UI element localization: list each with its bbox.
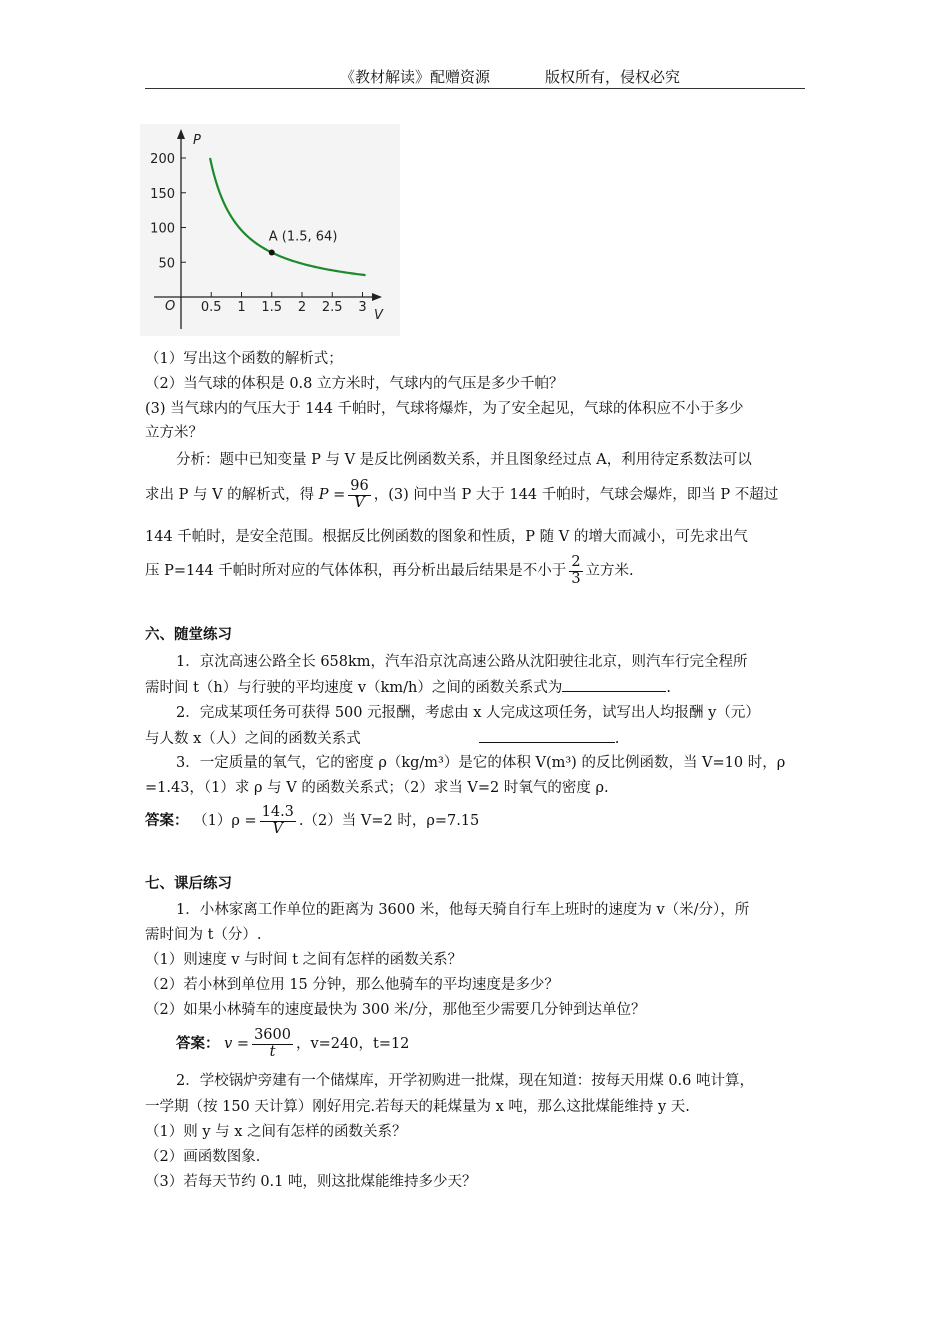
x-tick-label: 2.5 [321, 300, 343, 315]
y-tick-label: 150 [150, 186, 175, 202]
s7-answer-label: 答案： [176, 1036, 220, 1052]
question-2: （2）当气球的体积是 0.8 立方米时，气球内的气压是多少千帕？ [145, 376, 564, 392]
point-a-marker [269, 250, 275, 256]
x-tick-label: 0.5 [200, 300, 222, 315]
fraction-numerator: 3600 [254, 1027, 291, 1044]
x-tick-label: 1 [237, 300, 246, 315]
header-book-title: 《教材解读》配赠资源 [340, 68, 491, 86]
fraction-3600-over-t [252, 1028, 293, 1059]
s7-problem-2-q3: （3）若每天节约 0.1 吨，则这批煤能维持多少天？ [145, 1174, 477, 1190]
analysis-line4-text-b: 立方米. [585, 563, 634, 579]
s6-problem-2-line1: 2．完成某项任务可获得 500 元报酬，考虑由 x 人完成这项任务，试写出人均报酬 y（元） [176, 705, 760, 721]
s7-problem-2-q2: （2）画函数图象. [145, 1149, 261, 1165]
s7-problem-2-line2: 一学期（按 150 天计算）刚好用完.若每天的耗煤量为 x 吨，那么这批煤能维持 y 天. [145, 1099, 690, 1115]
y-tick-label: 100 [150, 221, 175, 237]
analysis-line2-text-b: ，(3) 问中当 P 大于 144 千帕时，气球会爆炸，即当 P 不超过 [373, 487, 779, 503]
s6-problem-1-text: 需时间 t（h）与行驶的平均速度 v（km/h）之间的函数关系式为 [145, 680, 563, 696]
s6-problem-3-line2: =1.43，（1）求 ρ 与 V 的函数关系式；（2）求当 V=2 时氧气的密度 ρ. [145, 780, 609, 796]
analysis-line4 [145, 552, 634, 590]
s7-answer [176, 1023, 409, 1065]
y-axis-label: P [193, 133, 201, 148]
s6-answer-part2: .（2）当 V=2 时，ρ=7.15 [298, 813, 480, 829]
fraction-14-3-over-v [260, 805, 296, 836]
analysis-line2 [145, 476, 778, 514]
s7-problem-2-q1: （1）则 y 与 x 之间有怎样的函数关系？ [145, 1124, 407, 1140]
fraction-denominator: t [269, 1043, 276, 1060]
analysis-line2-text-a: 求出 P 与 V 的解析式，得 [145, 487, 315, 503]
s7-problem-1-line2: 需时间为 t（分）. [145, 927, 262, 943]
fraction-96-over-v [348, 479, 370, 510]
y-tick-label: 50 [158, 256, 175, 272]
fraction-numerator: 14.3 [261, 804, 294, 821]
fraction-2-over-3 [569, 555, 582, 586]
s6-problem-1-end: . [666, 680, 671, 696]
analysis-line3: 144 千帕时，是安全范围。根据反比例函数的图象和性质，P 随 V 的增大而减小，可先求出气 [145, 529, 748, 545]
y-tick-label: 200 [150, 152, 175, 167]
s7-problem-1-q1: （1）则速度 v 与时间 t 之间有怎样的函数关系？ [145, 952, 463, 968]
analysis-line4-text-a: 压 P=144 千帕时所对应的气体体积，再分析出最后结果是不小于 [145, 563, 567, 579]
x-tick-label: 2 [297, 300, 307, 315]
question-1: （1）写出这个函数的解析式； [145, 351, 343, 367]
s7-answer-lhs: v = [224, 1036, 250, 1052]
fraction-denominator: 3 [571, 570, 581, 587]
s6-problem-1-line1: 1．京沈高速公路全长 658km，汽车沿京沈高速公路从沈阳驶往北京，则汽车行完全程所 [176, 654, 748, 670]
answer-blank[interactable] [562, 677, 666, 692]
x-tick-label: 3 [358, 300, 367, 315]
point-a-label: A (1.5, 64) [268, 229, 338, 245]
s7-problem-2-line1: 2．学校锅炉旁建有一个储煤库，开学初购进一批煤，现在知道：按每天用煤 0.6 吨计算， [176, 1073, 754, 1089]
pressure-volume-chart [140, 124, 400, 336]
s6-answer-label: 答案： [145, 813, 189, 829]
s6-answer [145, 801, 479, 841]
origin-label: O [165, 299, 176, 314]
fraction-denominator: V [272, 820, 284, 837]
analysis-formula-lhs: P = [318, 487, 346, 503]
x-tick-label: 1.5 [261, 300, 283, 315]
analysis-line1: 分析：题中已知变量 P 与 V 是反比例函数关系，并且图象经过点 A，利用待定系数法可以 [176, 452, 752, 468]
s6-problem-3-line1: 3．一定质量的氧气，它的密度 ρ（kg/m³）是它的体积 V(m³) 的反比例函数，当 V=10 时，ρ [176, 755, 786, 771]
s6-problem-2-end: . [614, 731, 620, 747]
fraction-denominator: V [354, 494, 365, 511]
header-copyright: 版权所有，侵权必究 [545, 68, 681, 86]
s6-problem-2-text: 与人数 x（人）之间的函数关系式 [145, 731, 361, 747]
answer-blank[interactable] [479, 728, 615, 743]
x-axis-label: V [374, 308, 383, 323]
s6-answer-part1: （1）ρ = [193, 813, 257, 829]
question-3-line2: 立方米？ [145, 425, 203, 441]
fraction-numerator: 96 [350, 478, 369, 495]
s6-problem-1-line2 [145, 677, 671, 698]
s7-answer-rest: ，v=240，t=12 [295, 1036, 410, 1052]
s7-problem-1-q2: （2）若小林到单位用 15 分钟，那么他骑车的平均速度是多少？ [145, 977, 559, 993]
s6-problem-2-line2 [145, 728, 619, 749]
question-3-line1: (3) 当气球内的气压大于 144 千帕时，气球将爆炸，为了安全起见，气球的体积应不小于多少 [145, 401, 744, 417]
fraction-numerator: 2 [571, 554, 581, 571]
section-6-title: 六、随堂练习 [145, 627, 232, 643]
section-7-title: 七、课后练习 [145, 876, 232, 892]
s7-problem-1-q3: （2）如果小林骑车的速度最快为 300 米/分，那他至少需要几分钟到达单位？ [145, 1002, 646, 1018]
s7-problem-1-line1: 1．小林家离工作单位的距离为 3600 米，他每天骑自行车上班时的速度为 v（米/分），所 [176, 902, 750, 918]
page-header [145, 66, 805, 89]
